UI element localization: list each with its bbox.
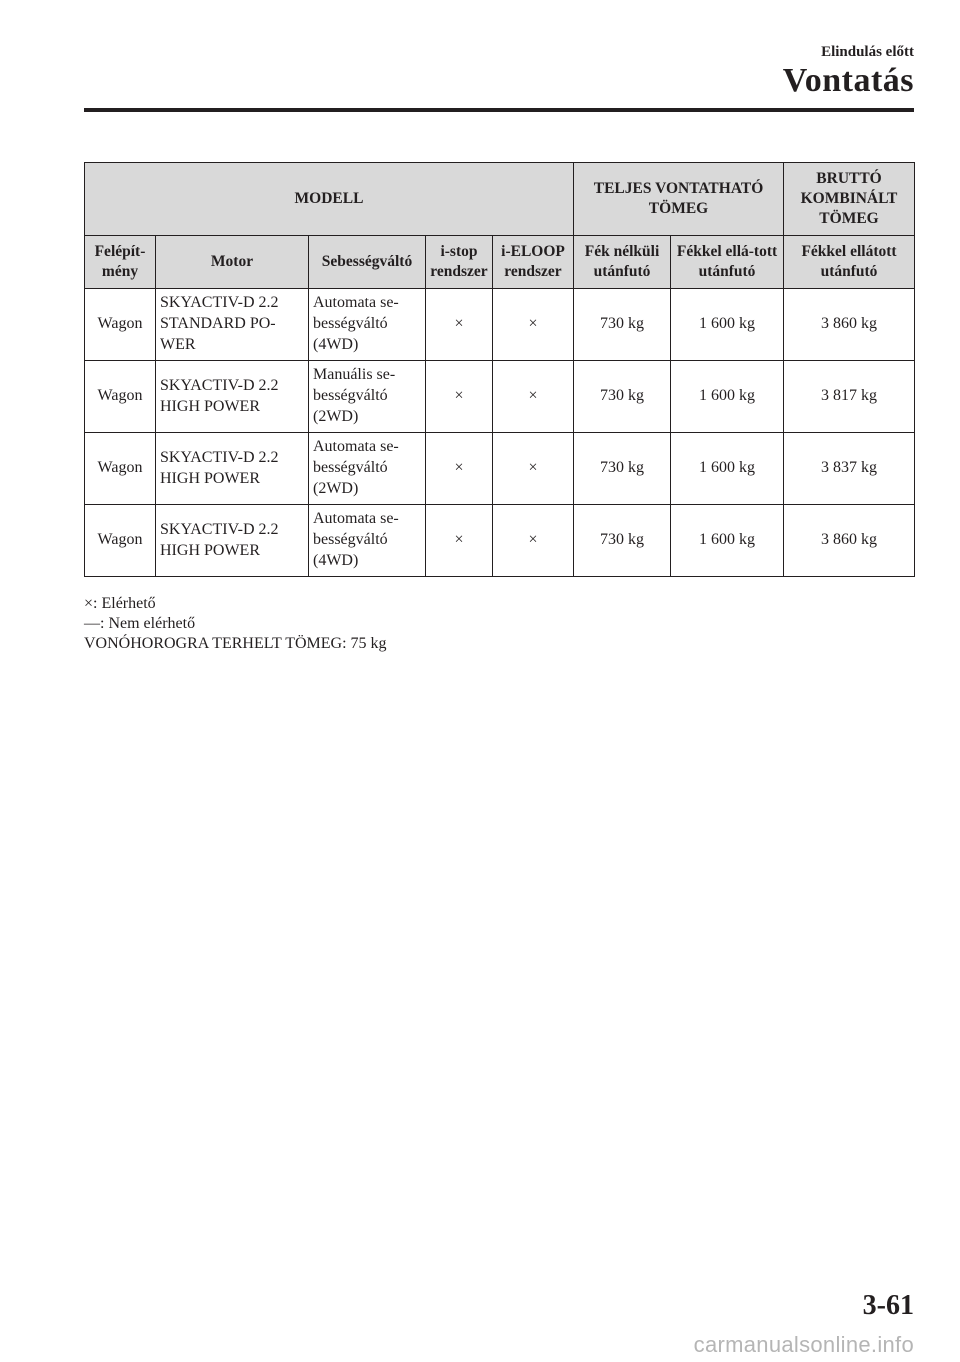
header-braked: Fékkel ellá-tott utánfutó	[671, 236, 784, 289]
cell-ieloop: ×	[493, 289, 574, 361]
cell-istop: ×	[426, 505, 493, 577]
cell-transmission: Automata se-bességváltó (4WD)	[309, 505, 426, 577]
note-available: ×: Elérhető	[84, 595, 156, 612]
section-label: Elindulás előtt	[821, 44, 914, 60]
cell-transmission: Automata se-bességváltó (2WD)	[309, 433, 426, 505]
page-title: Vontatás	[782, 62, 914, 99]
cell-braked: 1 600 kg	[671, 289, 784, 361]
cell-unbraked: 730 kg	[574, 433, 671, 505]
cell-engine: SKYACTIV-D 2.2 STANDARD PO-WER	[156, 289, 309, 361]
page-number: 3-61	[862, 1290, 914, 1321]
cell-istop: ×	[426, 361, 493, 433]
header-gross-combined: BRUTTÓ KOMBINÁLT TÖMEG	[784, 163, 915, 236]
cell-transmission: Automata se-bességváltó (4WD)	[309, 289, 426, 361]
table-column-header-row	[85, 236, 915, 289]
cell-unbraked: 730 kg	[574, 289, 671, 361]
table-row	[85, 505, 915, 577]
header-model: MODELL	[85, 163, 574, 236]
cell-body: Wagon	[85, 505, 156, 577]
cell-gross: 3 837 kg	[784, 433, 915, 505]
table-notes	[84, 594, 387, 654]
cell-braked: 1 600 kg	[671, 505, 784, 577]
cell-engine: SKYACTIV-D 2.2 HIGH POWER	[156, 361, 309, 433]
cell-gross: 3 860 kg	[784, 289, 915, 361]
header-rule	[84, 108, 914, 112]
cell-istop: ×	[426, 289, 493, 361]
header-braked-gross: Fékkel ellátott utánfutó	[784, 236, 915, 289]
table-row	[85, 361, 915, 433]
header-unbraked: Fék nélküli utánfutó	[574, 236, 671, 289]
cell-unbraked: 730 kg	[574, 505, 671, 577]
cell-body: Wagon	[85, 433, 156, 505]
header-total-towable: TELJES VONTATHATÓ TÖMEG	[574, 163, 784, 236]
watermark: carmanualsonline.info	[693, 1332, 914, 1357]
table-group-header-row	[85, 163, 915, 236]
cell-braked: 1 600 kg	[671, 361, 784, 433]
cell-transmission: Manuális se-bességváltó (2WD)	[309, 361, 426, 433]
cell-istop: ×	[426, 433, 493, 505]
note-not-available: —: Nem elérhető	[84, 615, 196, 632]
cell-body: Wagon	[85, 361, 156, 433]
header-ieloop: i-ELOOP rendszer	[493, 236, 574, 289]
towing-spec-table	[84, 162, 915, 577]
cell-ieloop: ×	[493, 361, 574, 433]
header-body: Felépít-mény	[85, 236, 156, 289]
cell-ieloop: ×	[493, 505, 574, 577]
cell-engine: SKYACTIV-D 2.2 HIGH POWER	[156, 505, 309, 577]
header-engine: Motor	[156, 236, 309, 289]
cell-ieloop: ×	[493, 433, 574, 505]
cell-unbraked: 730 kg	[574, 361, 671, 433]
table-row	[85, 433, 915, 505]
header-transmission: Sebességváltó	[309, 236, 426, 289]
header-istop: i-stop rendszer	[426, 236, 493, 289]
cell-engine: SKYACTIV-D 2.2 HIGH POWER	[156, 433, 309, 505]
note-tongue-load: VONÓHOROGRA TERHELT TÖMEG: 75 kg	[84, 635, 387, 652]
cell-gross: 3 817 kg	[784, 361, 915, 433]
table-row	[85, 289, 915, 361]
cell-gross: 3 860 kg	[784, 505, 915, 577]
cell-body: Wagon	[85, 289, 156, 361]
cell-braked: 1 600 kg	[671, 433, 784, 505]
